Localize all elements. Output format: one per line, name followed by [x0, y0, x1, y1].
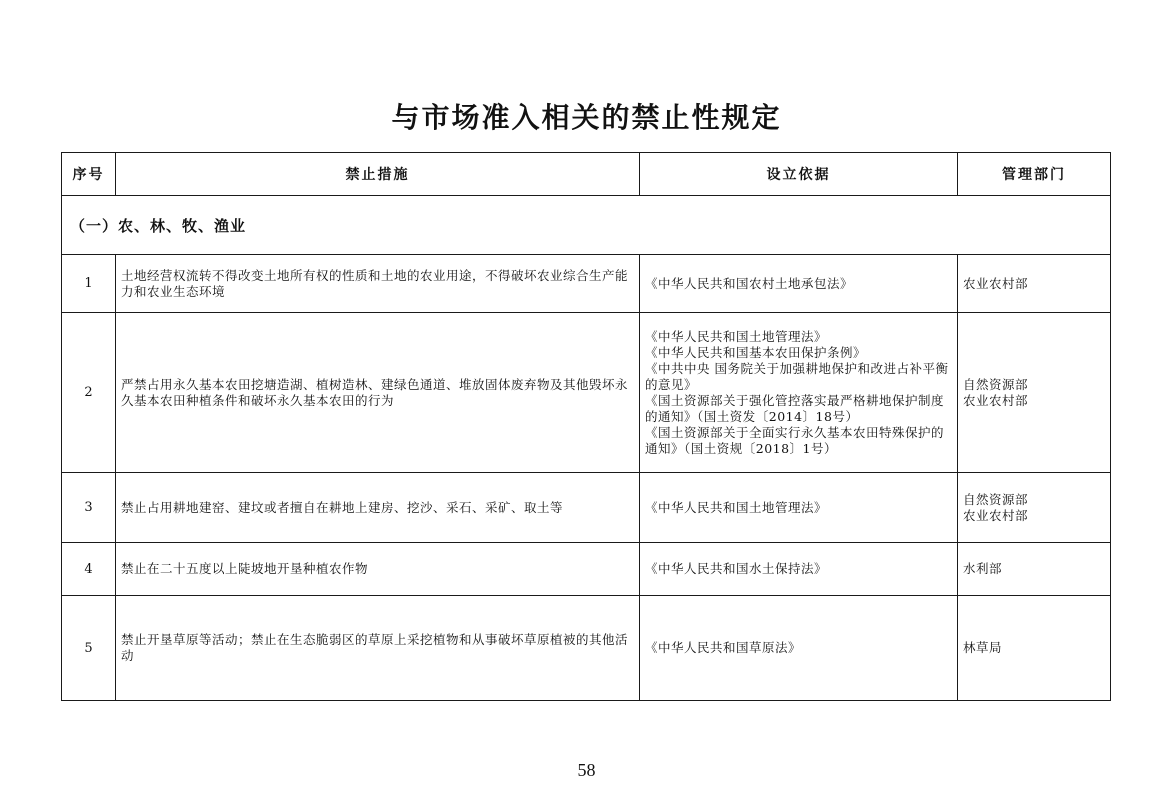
basis-line: 《国土资源部关于强化管控落实最严格耕地保护制度的通知》（国土资发〔2014〕18号）	[645, 392, 945, 424]
row-basis	[640, 596, 958, 701]
row-basis	[640, 473, 958, 543]
header-department: 管理部门	[958, 153, 1111, 196]
row-index: 1	[62, 255, 116, 313]
department-line: 林草局	[963, 640, 1003, 655]
row-measure: 禁止在二十五度以上陡坡地开垦种植农作物	[116, 543, 640, 596]
table-row	[62, 255, 1111, 313]
basis-line: 《中共中央 国务院关于加强耕地保护和改进占补平衡的意见》	[645, 360, 949, 392]
row-basis	[640, 255, 958, 313]
basis-line: 《中华人民共和国基本农田保护条例》	[645, 344, 867, 360]
section-row	[62, 196, 1111, 255]
basis-line: 《国土资源部关于全面实行永久基本农田特殊保护的通知》（国土资规〔2018〕1号）	[645, 424, 945, 456]
table-row	[62, 313, 1111, 473]
basis-line: 《中华人民共和国草原法》	[645, 640, 802, 655]
row-basis	[640, 313, 958, 473]
row-index: 3	[62, 473, 116, 543]
row-index: 2	[62, 313, 116, 473]
row-department	[958, 543, 1111, 596]
basis-line: 《中华人民共和国土地管理法》	[645, 499, 828, 515]
department-line: 自然资源部	[963, 491, 1029, 507]
row-department	[958, 473, 1111, 543]
basis-line: 《中华人民共和国土地管理法》	[645, 328, 828, 344]
row-measure: 禁止占用耕地建窑、建坟或者擅自在耕地上建房、挖沙、采石、采矿、取土等	[116, 473, 640, 543]
row-measure: 土地经营权流转不得改变土地所有权的性质和土地的农业用途，不得破坏农业综合生产能力和农业生态环境	[116, 255, 640, 313]
regulations-table	[61, 152, 1111, 701]
row-basis	[640, 543, 958, 596]
row-measure: 严禁占用永久基本农田挖塘造湖、植树造林、建绿色通道、堆放固体废弃物及其他毁坏永久基本农田种植条件和破坏永久基本农田的行为	[116, 313, 640, 473]
table-header-row	[62, 153, 1111, 196]
page-number: 58	[577, 760, 596, 780]
header-basis: 设立依据	[640, 153, 958, 196]
row-department	[958, 313, 1111, 473]
row-measure: 禁止开垦草原等活动；禁止在生态脆弱区的草原上采挖植物和从事破坏草原植被的其他活动	[116, 596, 640, 701]
department-line: 自然资源部	[963, 376, 1029, 392]
department-line: 水利部	[963, 561, 1003, 576]
table-row	[62, 596, 1111, 701]
row-department	[958, 596, 1111, 701]
department-line: 农业农村部	[963, 275, 1029, 291]
table-row	[62, 543, 1111, 596]
department-line: 农业农村部	[963, 392, 1029, 408]
header-index: 序号	[62, 153, 116, 196]
basis-line: 《中华人民共和国农村土地承包法》	[645, 275, 854, 291]
page-title: 与市场准入相关的禁止性规定	[391, 101, 782, 134]
department-line: 农业农村部	[963, 507, 1029, 523]
table-row	[62, 473, 1111, 543]
row-index: 5	[62, 596, 116, 701]
section-heading: （一）农、林、牧、渔业	[62, 196, 1111, 255]
header-measure: 禁止措施	[116, 153, 640, 196]
row-department	[958, 255, 1111, 313]
row-index: 4	[62, 543, 116, 596]
basis-line: 《中华人民共和国水土保持法》	[645, 561, 828, 576]
